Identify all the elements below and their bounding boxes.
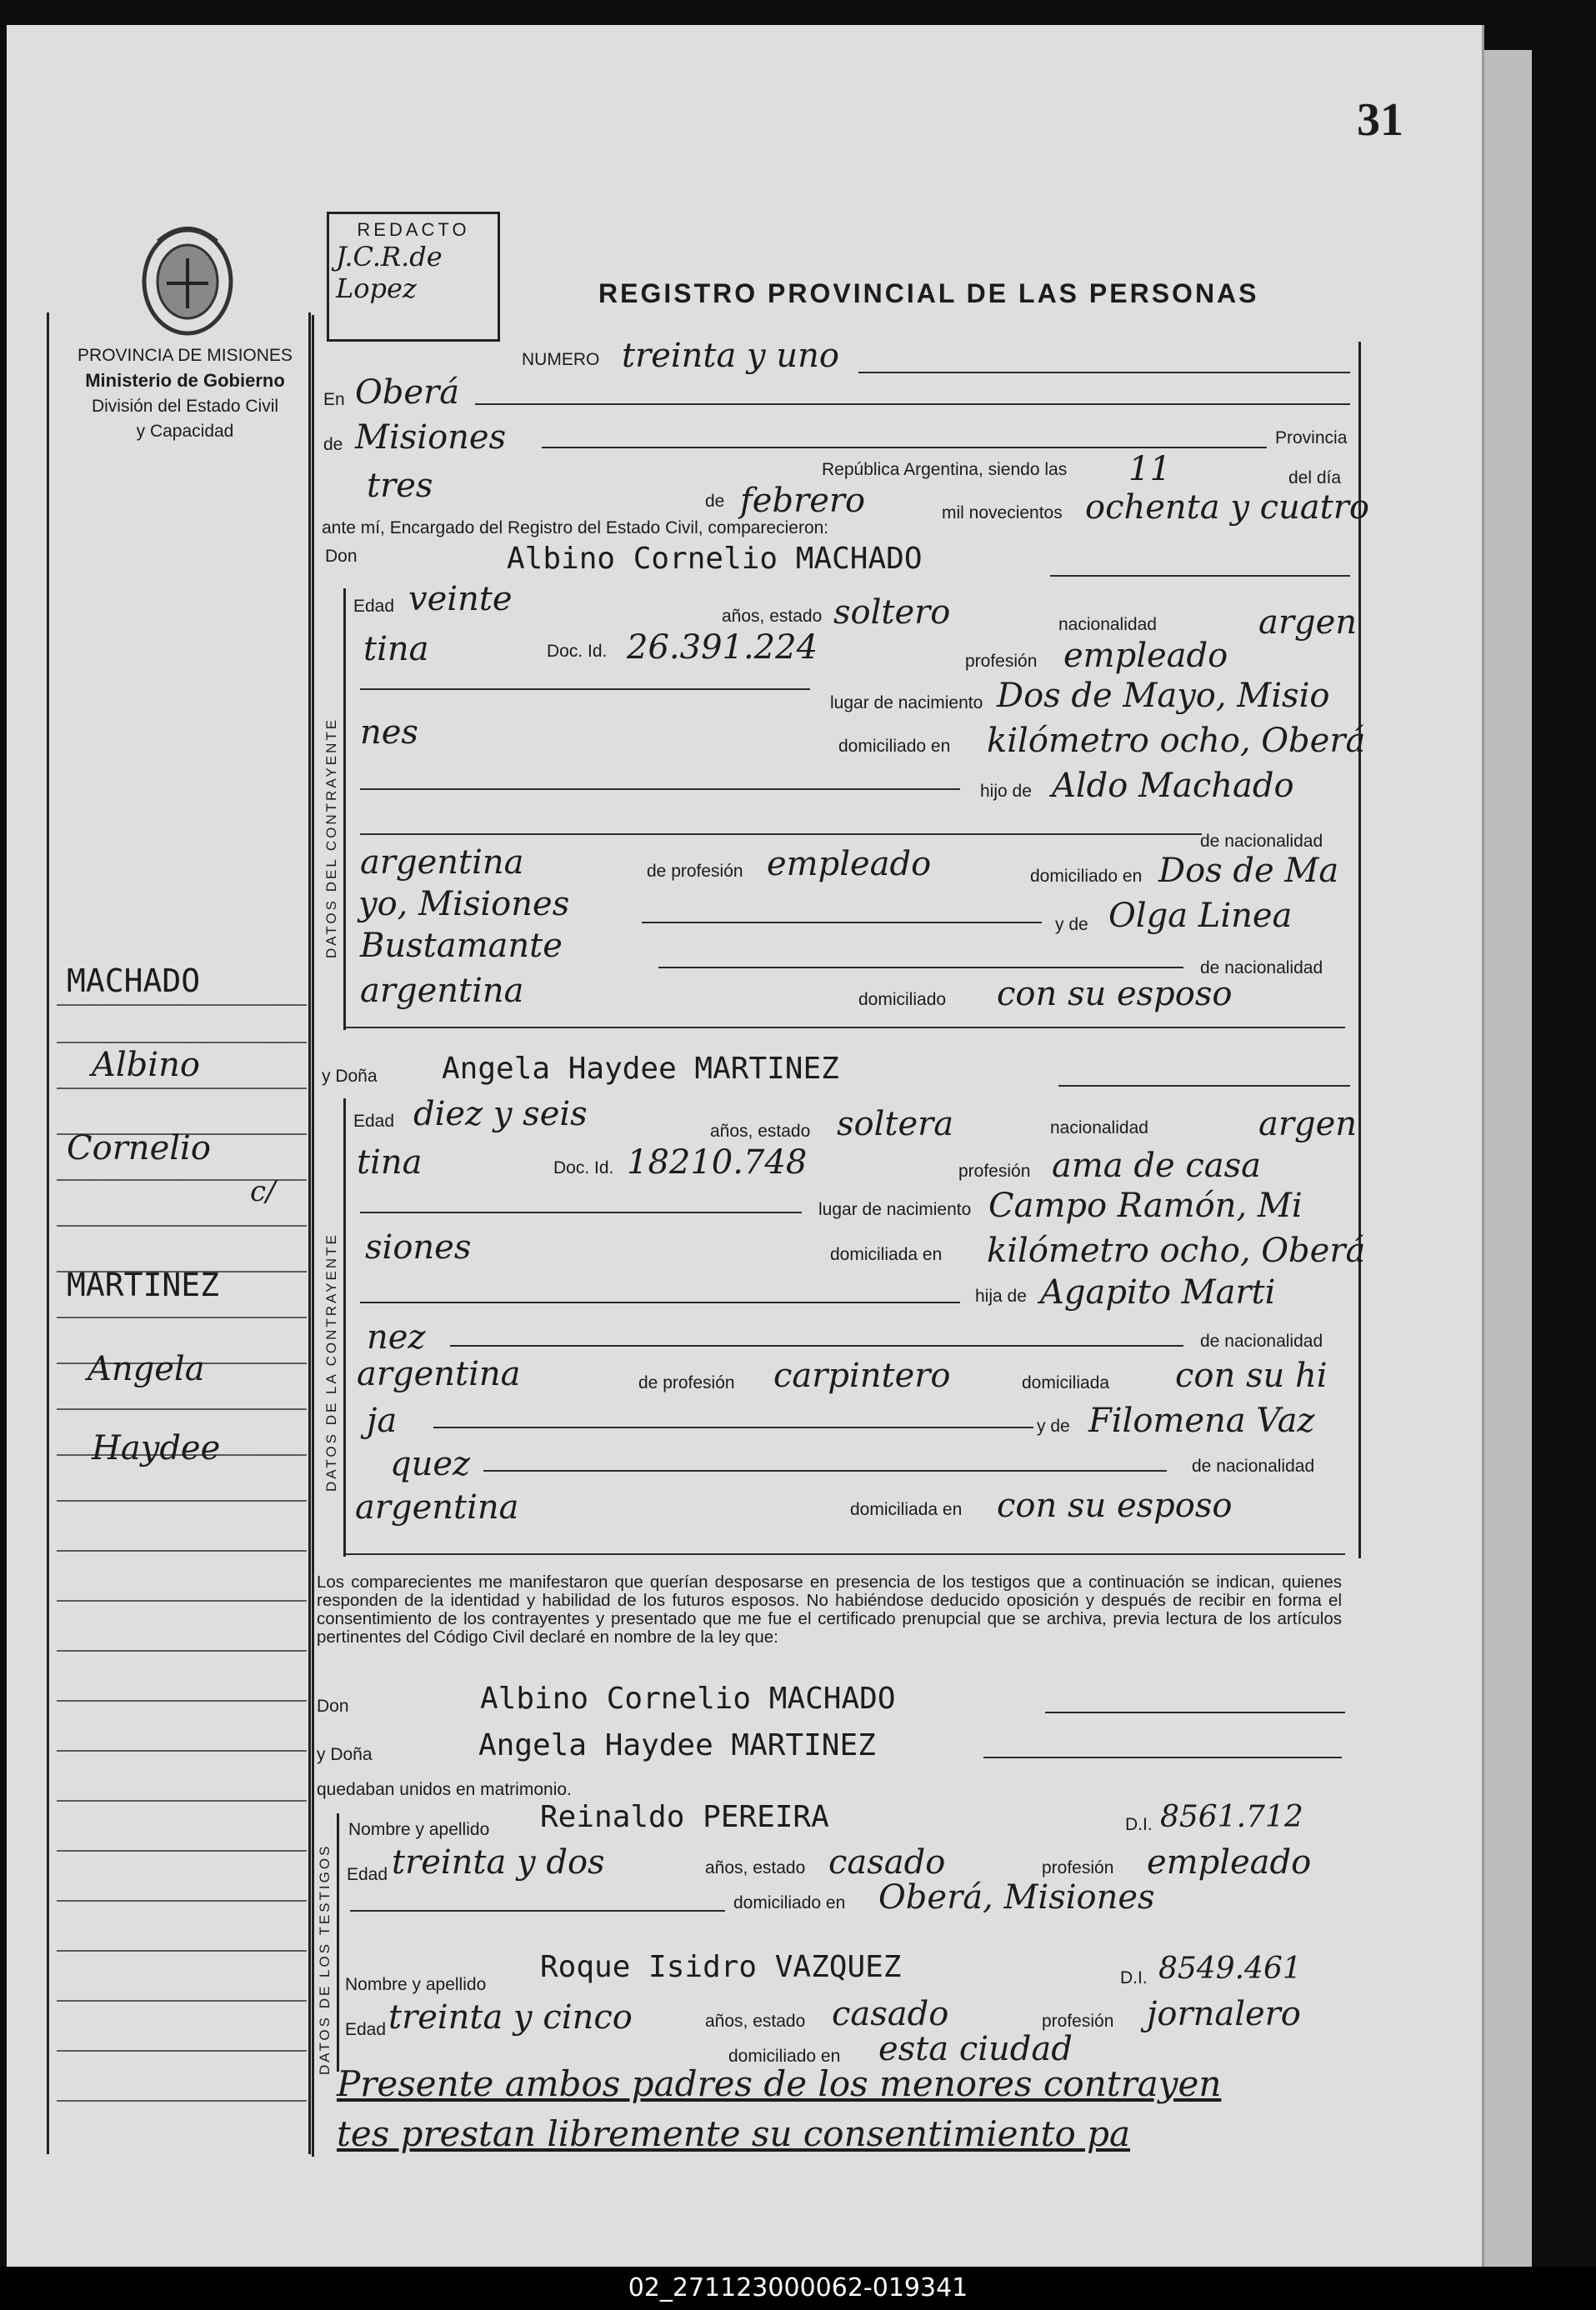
w1-rule [350, 1910, 725, 1912]
bride-father-nac-label: de nacionalidad [1200, 1332, 1323, 1351]
en-label: En [323, 390, 345, 409]
bride-nacionalidad-2: tina [357, 1143, 423, 1182]
margin-rule [57, 1600, 307, 1602]
groom-father-prof: empleado [767, 845, 932, 883]
hora-value: 11 [1128, 450, 1171, 488]
bride-father-dom-2: ja [367, 1402, 398, 1440]
groom-block-border [343, 588, 346, 1030]
groom-mother-1: Olga Linea [1108, 897, 1293, 935]
groom-y-de-label: y de [1055, 915, 1088, 934]
groom-father-dom-2: yo, Misiones [358, 885, 570, 923]
groom-mother-nac-label: de nacionalidad [1200, 958, 1323, 978]
groom-doc: 26.391.224 [627, 628, 818, 667]
bride-father-1: Agapito Marti [1040, 1273, 1276, 1312]
bride-rule-2 [360, 1302, 960, 1303]
bride-section-label: DATOS DE LA CONTRAYENTE [323, 1232, 339, 1492]
w2-di-label: D.I. [1120, 1968, 1148, 1988]
w1-edad: treinta y dos [392, 1843, 605, 1882]
margin-surname-bride: MARTINEZ [67, 1267, 220, 1303]
consent-note-line-2: tes prestan libremente su consentimiento pa [337, 2113, 1131, 2154]
margin-rule [57, 1317, 307, 1318]
capacity-name: y Capacidad [136, 422, 234, 441]
groom-rule-1 [360, 688, 810, 690]
bride-mother-nac: argentina [355, 1488, 519, 1527]
w2-profesion-label: profesión [1042, 2012, 1114, 2031]
w2-domicilio: esta ciudad [878, 2030, 1073, 2068]
w1-domicilio-label: domiciliado en [733, 1893, 846, 1912]
groom-rule-4 [642, 922, 1042, 923]
division-name: División del Estado Civil [91, 397, 279, 416]
w2-edad-label: Edad [345, 2020, 387, 2039]
margin-surname-groom: MACHADO [67, 962, 201, 999]
republica-label: República Argentina, siendo las [822, 460, 1068, 479]
groom-estado: soltero [833, 593, 951, 632]
stamp-signature-line-1: J.C.R.de [336, 241, 443, 272]
bride-father-dom-label: domiciliada [1022, 1373, 1110, 1392]
bride-rule-3 [450, 1345, 1183, 1347]
de-mes-label: de [705, 492, 725, 511]
margin-rule [57, 1088, 307, 1089]
margin-rule [57, 1550, 307, 1552]
don-rule [1050, 575, 1350, 577]
mes-value: febrero [740, 482, 866, 520]
w2-estado: casado [832, 1995, 949, 2033]
bride-rule-5 [483, 1470, 1167, 1472]
numero-label: NUMERO [522, 350, 600, 369]
margin-header [52, 343, 318, 444]
groom-lugar-2: nes [360, 713, 418, 752]
margin-rule [57, 1750, 307, 1752]
margin-name-albino: Albino [92, 1046, 200, 1084]
bride-nacionalidad-label: nacionalidad [1050, 1118, 1148, 1138]
margin-rule [57, 1900, 307, 1902]
numero-value: treinta y uno [622, 337, 839, 375]
bride-mother-2: quez [390, 1445, 471, 1483]
margin-con: c/ [250, 1175, 276, 1208]
margin-right-border [308, 312, 311, 2154]
bride-rule-1 [360, 1212, 802, 1213]
dona-label: y Doña [322, 1067, 378, 1086]
margin-rule [57, 1500, 307, 1502]
de-value: Misiones [355, 418, 507, 457]
groom-edad: veinte [408, 580, 513, 618]
groom-mother-2: Bustamante [360, 927, 563, 965]
groom-profesion: empleado [1063, 637, 1228, 675]
w2-nombre-label: Nombre y apellido [345, 1975, 487, 1994]
ministry-name: Ministerio de Gobierno [85, 370, 285, 391]
stamp-label: REDACTO [357, 219, 470, 240]
bride-block-bottom [345, 1553, 1345, 1555]
de-label: de [323, 435, 343, 454]
bride-name: Angela Haydee MARTINEZ [442, 1052, 839, 1086]
w1-estado: casado [828, 1843, 946, 1882]
scan-footer-id: 02_271123000062-019341 [0, 2267, 1596, 2310]
groom-hijo-label: hijo de [980, 782, 1032, 801]
quedaban-label: quedaban unidos en matrimonio. [317, 1780, 572, 1799]
witness-section-label: DATOS DE LOS TESTIGOS [317, 1843, 333, 2075]
document-title: REGISTRO PROVINCIAL DE LAS PERSONAS [598, 278, 1259, 308]
provincial-seal-icon [133, 217, 242, 342]
margin-name-angela: Angela [88, 1350, 205, 1388]
provincia-label: Provincia [1275, 428, 1348, 448]
w1-profesion-label: profesión [1042, 1858, 1114, 1878]
groom-father-nac-label: de nacionalidad [1200, 832, 1323, 851]
w1-domicilio: Oberá, Misiones [878, 1878, 1155, 1917]
bride-anios-label: años, estado [710, 1122, 811, 1141]
groom-father-dom-label: domiciliado en [1030, 867, 1143, 886]
groom-block-bottom [345, 1027, 1345, 1028]
bride-edad: diez y seis [413, 1095, 588, 1133]
bride-father-2: nez [367, 1318, 426, 1357]
bride-nacionalidad-1: argen [1258, 1105, 1358, 1143]
margin-rule [57, 1042, 307, 1043]
anio-value: ochenta y cuatro [1085, 488, 1369, 527]
union-groom: Albino Cornelio MACHADO [480, 1682, 896, 1716]
bride-mother-dom: con su esposo [997, 1487, 1233, 1525]
witness-block-border [337, 1813, 339, 2072]
margin-rule [57, 1950, 307, 1952]
w1-di-label: D.I. [1125, 1815, 1153, 1834]
ante-label: ante mí, Encargado del Registro del Estado Civil, comparecieron: [322, 518, 829, 538]
groom-edad-label: Edad [353, 597, 395, 616]
w2-di: 8549.461 [1158, 1952, 1302, 1986]
bride-hija-label: hija de [975, 1287, 1027, 1306]
groom-mother-nac: argentina [360, 972, 524, 1010]
del-dia-label: del día [1288, 468, 1342, 488]
en-value: Oberá [355, 373, 460, 412]
w1-profesion: empleado [1147, 1843, 1312, 1882]
page-number: 31 [1357, 94, 1403, 146]
stamp-signature-line-2: Lopez [336, 272, 417, 304]
de-rule [542, 447, 1267, 448]
union-dona-label: y Doña [317, 1745, 373, 1764]
margin-rule [57, 1408, 307, 1410]
groom-name: Albino Cornelio MACHADO [507, 542, 923, 576]
groom-anios-label: años, estado [722, 607, 823, 626]
groom-father: Aldo Machado [1052, 767, 1294, 805]
dona-rule [1058, 1085, 1350, 1087]
groom-rule-3 [360, 833, 1202, 835]
bride-mother-nac-label: de nacionalidad [1192, 1457, 1315, 1476]
consent-note-line-1: Presente ambos padres de los menores contrayen [337, 2063, 1222, 2104]
union-don-label: Don [317, 1697, 349, 1716]
w1-edad-label: Edad [347, 1865, 388, 1884]
union-dona-rule [983, 1757, 1342, 1758]
bride-doc: 18210.748 [627, 1143, 808, 1182]
en-rule [475, 403, 1350, 405]
bride-lugar-1: Campo Ramón, Mi [988, 1187, 1303, 1225]
margin-rule [57, 1225, 307, 1227]
bride-lugar-label: lugar de nacimiento [818, 1200, 972, 1219]
groom-profesion-label: profesión [965, 652, 1038, 671]
margin-rule [57, 1004, 307, 1006]
page-edge [1482, 50, 1532, 2267]
w2-domicilio-label: domiciliado en [728, 2047, 841, 2066]
margin-rule [57, 1850, 307, 1852]
margin-name-haydee: Haydee [92, 1429, 221, 1468]
groom-nacionalidad-label: nacionalidad [1058, 615, 1157, 634]
groom-doc-label: Doc. Id. [547, 642, 608, 661]
bride-lugar-2: siones [365, 1228, 472, 1267]
margin-rule [57, 2050, 307, 2052]
bride-doc-label: Doc. Id. [553, 1158, 614, 1178]
form-left-border [312, 315, 314, 2157]
bride-mother-dom-label: domiciliada en [850, 1500, 963, 1519]
groom-lugar-1: Dos de Mayo, Misio [997, 677, 1330, 715]
mil-label: mil novecientos [942, 503, 1063, 522]
groom-father-dom-1: Dos de Ma [1158, 852, 1339, 890]
bride-mother-1: Filomena Vaz [1088, 1402, 1315, 1440]
margin-left-border [47, 312, 49, 2154]
union-bride: Angela Haydee MARTINEZ [478, 1728, 876, 1762]
w2-edad: treinta y cinco [388, 1998, 633, 2037]
w2-anios-label: años, estado [705, 2012, 806, 2031]
groom-lugar-label: lugar de nacimiento [830, 693, 983, 712]
province-name: PROVINCIA DE MISIONES [78, 346, 293, 365]
bride-father-prof: carpintero [773, 1357, 951, 1395]
bride-father-dom-1: con su hi [1175, 1357, 1328, 1395]
groom-rule-2 [360, 788, 960, 790]
margin-rule [57, 1700, 307, 1702]
don-label: Don [325, 547, 358, 566]
groom-domicilio: kilómetro ocho, Oberá [987, 722, 1366, 760]
numero-rule [858, 372, 1350, 373]
union-don-rule [1045, 1712, 1345, 1713]
bride-profesion: ama de casa [1052, 1147, 1261, 1185]
declaration-text: Los comparecientes me manifestaron que querían desposarse en presencia de los testigos que a continuación se indican, quienes responden de la identidad y habilidad de los futuros esposos. No habiéndose deducido oposición y después de recibir en forma el consentimiento de los contrayentes y presentado que me fue el certificado prenupcial que se archiva, previa lectura de los artículos pertinentes del Código Civil declaré en nombre de la ley que: [317, 1572, 1342, 1647]
bride-estado: soltera [837, 1105, 954, 1143]
groom-father-nac: argentina [360, 843, 524, 882]
bride-y-de-label: y de [1037, 1417, 1070, 1436]
bride-domicilio: kilómetro ocho, Oberá [987, 1232, 1366, 1270]
margin-rule [57, 2000, 307, 2002]
w1-nombre-label: Nombre y apellido [348, 1820, 490, 1839]
groom-nacionalidad-1: argen [1258, 603, 1358, 642]
groom-domicilio-label: domiciliado en [838, 737, 951, 756]
w1-di: 8561.712 [1160, 1800, 1303, 1834]
bride-father-prof-label: de profesión [638, 1373, 735, 1392]
bride-block-border [343, 1098, 346, 1557]
bride-edad-label: Edad [353, 1112, 395, 1131]
groom-rule-5 [658, 967, 1183, 968]
w2-nombre: Roque Isidro VAZQUEZ [540, 1950, 902, 1984]
redacto-stamp [327, 212, 500, 342]
groom-father-prof-label: de profesión [647, 862, 743, 881]
groom-mother-dom-label: domiciliado [858, 990, 947, 1009]
bride-domicilio-label: domiciliada en [830, 1245, 943, 1264]
bride-father-nac: argentina [357, 1355, 521, 1393]
groom-section-label: DATOS DEL CONTRAYENTE [323, 717, 339, 958]
margin-rule [57, 2100, 307, 2102]
groom-mother-dom: con su esposo [997, 975, 1233, 1013]
bride-rule-4 [433, 1427, 1033, 1428]
groom-nacionalidad-2: tina [363, 630, 429, 668]
w1-nombre: Reinaldo PEREIRA [540, 1800, 829, 1834]
margin-name-cornelio: Cornelio [67, 1129, 211, 1168]
margin-rule [57, 1800, 307, 1802]
margin-rule [57, 1650, 307, 1652]
w2-profesion: jornalero [1147, 1995, 1301, 2033]
dia-value: tres [367, 467, 433, 505]
w1-anios-label: años, estado [705, 1858, 806, 1878]
bride-profesion-label: profesión [958, 1162, 1031, 1181]
